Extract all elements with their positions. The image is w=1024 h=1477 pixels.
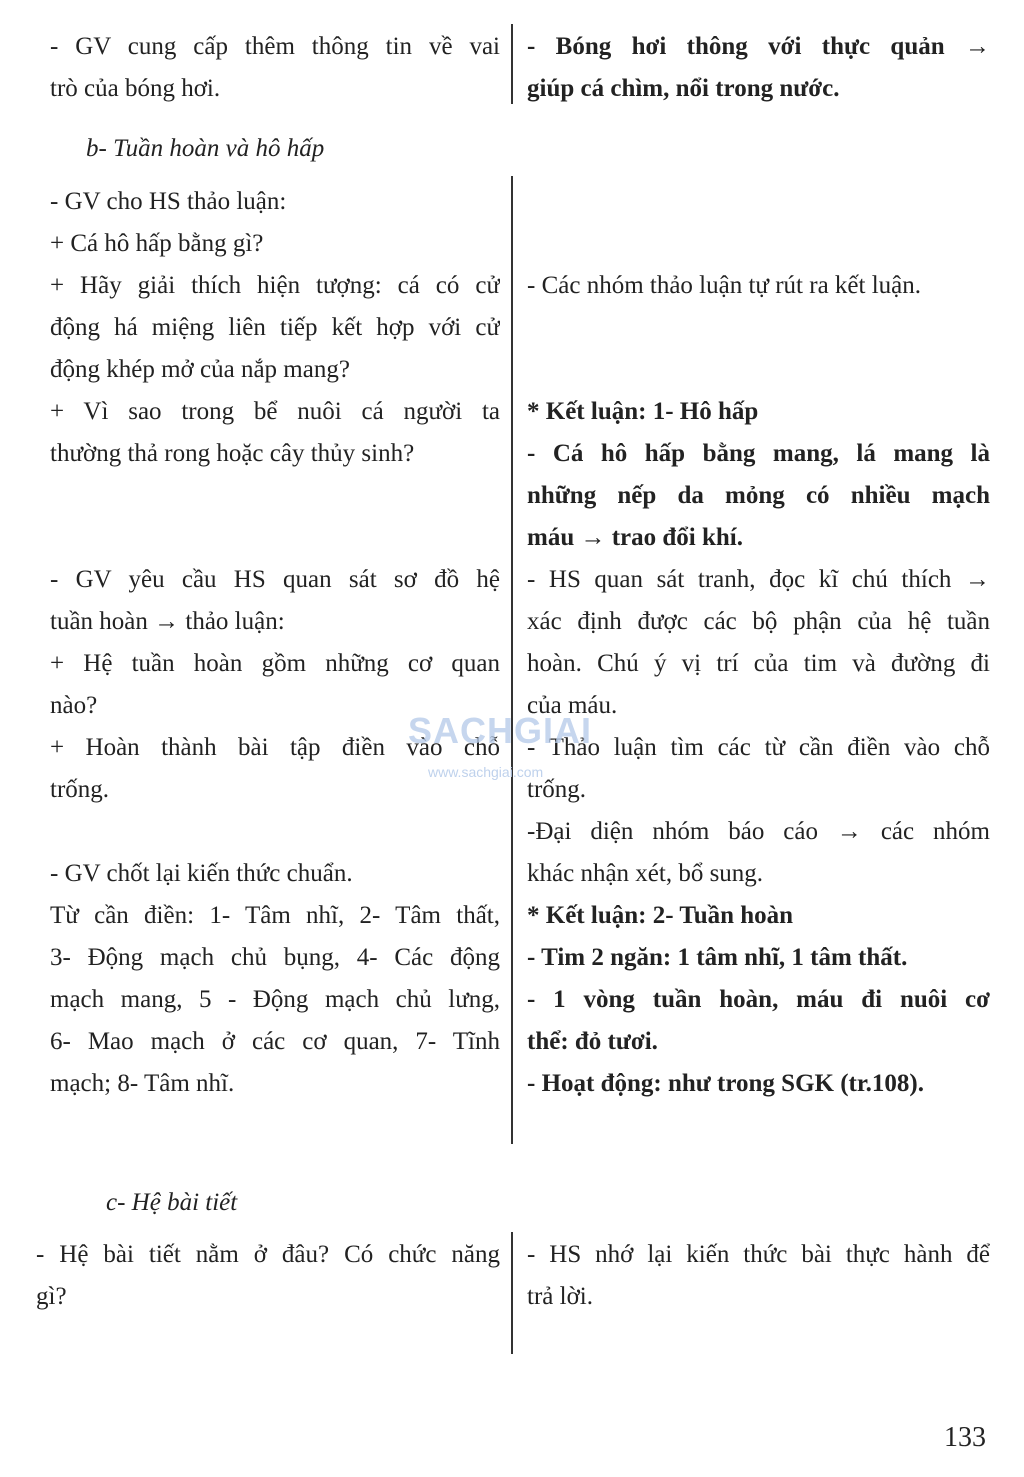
text-line: trả lời.: [527, 1283, 593, 1310]
text-line: - Thảo luận tìm các từ cần điền vào chỗ: [527, 734, 990, 761]
text-line: + Hãy giải thích hiện tượng: cá có cử: [50, 272, 500, 299]
text-line: - GV cho HS thảo luận:: [50, 188, 287, 215]
text-line: trống.: [50, 776, 110, 803]
text-line: - GV cung cấp thêm thông tin về vai: [50, 33, 500, 60]
text-line: - Hoạt động: như trong SGK (tr.108).: [527, 1070, 924, 1097]
text-line: 3- Động mạch chủ bụng, 4- Các động: [50, 944, 500, 971]
watermark-url: www.sachgiai.com: [428, 764, 544, 780]
text-line: + Cá hô hấp bằng gì?: [50, 230, 264, 257]
text-line: - Cá hô hấp bằng mang, lá mang là: [527, 440, 990, 467]
text-line: gì?: [36, 1283, 67, 1310]
text-line: - HS quan sát tranh, đọc kĩ chú thích →: [527, 566, 990, 593]
text-line: nào?: [50, 692, 98, 719]
text-line: Từ cần điền: 1- Tâm nhĩ, 2- Tâm thất,: [50, 902, 500, 929]
text-line: tuần hoàn → thảo luận:: [50, 608, 285, 635]
text-line: - Các nhóm thảo luận tự rút ra kết luận.: [527, 272, 921, 299]
text-line: trống.: [527, 776, 587, 803]
conclusion-heading: * Kết luận: 1- Hô hấp: [527, 398, 759, 425]
text-line: - GV yêu cầu HS quan sát sơ đồ hệ: [50, 566, 500, 593]
text-line: + Vì sao trong bể nuôi cá người ta: [50, 398, 500, 425]
text-line: - 1 vòng tuần hoàn, máu đi nuôi cơ: [527, 986, 990, 1013]
section2-right-column: [527, 265, 990, 1105]
text-line: mạch mang, 5 - Động mạch chủ lưng,: [50, 986, 500, 1013]
heading-c: c- Hệ bài tiết: [106, 1189, 238, 1216]
column-divider-3: [511, 1232, 513, 1354]
text-line: khác nhận xét, bổ sung.: [527, 860, 764, 887]
text-line: hoàn. Chú ý vị trí của tim và đường đi: [527, 650, 990, 677]
text-line: - Tim 2 ngăn: 1 tâm nhĩ, 1 tâm thất.: [527, 944, 908, 971]
text-line: những nếp da mỏng có nhiều mạch: [527, 482, 990, 509]
section3-right-column: [527, 1234, 990, 1318]
text-line: động khép mở của nắp mang?: [50, 356, 350, 383]
page-number: 133: [944, 1422, 986, 1453]
heading-b: b- Tuần hoàn và hô hấp: [86, 135, 325, 162]
text-line: trò của bóng hơi.: [50, 75, 221, 102]
text-line: thể: đỏ tươi.: [527, 1028, 658, 1055]
column-divider-1: [511, 24, 513, 104]
section2-left-column: [50, 181, 500, 1105]
text-line: -Đại diện nhóm báo cáo → các nhóm: [527, 818, 990, 845]
text-line: + Hoàn thành bài tập điền vào chỗ: [50, 734, 500, 761]
text-line: giúp cá chìm, nổi trong nước.: [527, 75, 840, 102]
text-line: động há miệng liên tiếp kết hợp với cử: [50, 314, 500, 341]
text-line: máu → trao đổi khí.: [527, 524, 744, 551]
text-line: thường thả rong hoặc cây thủy sinh?: [50, 440, 415, 467]
text-line: - Hệ bài tiết nằm ở đâu? Có chức năng: [36, 1241, 500, 1268]
section1-left-column: [50, 26, 500, 110]
text-line: - Bóng hơi thông với thực quản →: [527, 33, 990, 60]
text-line: mạch; 8- Tâm nhĩ.: [50, 1070, 235, 1097]
text-line: - HS nhớ lại kiến thức bài thực hành để: [527, 1241, 990, 1268]
column-divider-2: [511, 176, 513, 1144]
text-line: xác định được các bộ phận của hệ tuần: [527, 608, 990, 635]
watermark-logo: SACHGIAI: [408, 710, 593, 751]
section3-left-column: [36, 1234, 500, 1318]
section1-right-column: [527, 26, 990, 110]
text-line: 6- Mao mạch ở các cơ quan, 7- Tĩnh: [50, 1028, 500, 1055]
text-line: - GV chốt lại kiến thức chuẩn.: [50, 860, 353, 887]
text-line: của máu.: [527, 692, 618, 719]
text-line: + Hệ tuần hoàn gồm những cơ quan: [50, 650, 500, 677]
conclusion-heading: * Kết luận: 2- Tuần hoàn: [527, 902, 794, 929]
